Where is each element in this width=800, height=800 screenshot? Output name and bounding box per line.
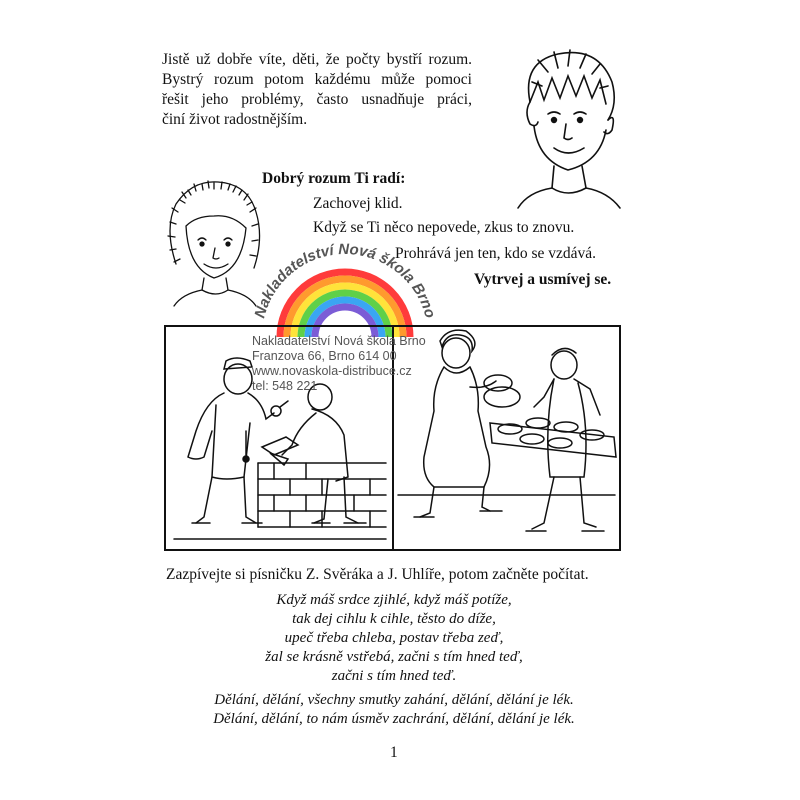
boy-illustration [508, 42, 626, 212]
girl-illustration [162, 178, 264, 308]
publisher-line: Nakladatelství Nová škola Brno [252, 334, 426, 348]
publisher-line: tel: 548 221 [252, 379, 318, 393]
advice-title: Dobrý rozum Ti radí: [262, 170, 406, 187]
song-chorus [164, 691, 624, 729]
intro-line: Bystrý rozum potom každému může pomoci [162, 71, 472, 88]
intro-line: řešit jeho problémy, často usnadňuje práci, [162, 91, 472, 108]
verse-line: žal se krásně vstřebá, začni s tím hned teď, [265, 649, 523, 665]
arc-text: Nakladatelství Nová škola Brno [251, 240, 439, 320]
publisher-line: www.novaskola-distribuce.cz [252, 364, 412, 378]
chorus-line: Dělání, dělání, to nám úsměv zachrání, dělání, dělání je lék. [213, 711, 575, 727]
verse-line: začni s tím hned teď. [331, 668, 457, 684]
page-number: 1 [390, 744, 398, 761]
publisher-watermark [252, 334, 426, 394]
bakers-illustration [394, 327, 619, 549]
verse-line: Když máš srdce zjihlé, když máš potíže, [276, 592, 512, 608]
intro-line: Jistě už dobře víte, děti, že počty bystří rozum. [162, 51, 472, 68]
publisher-line: Franzova 66, Brno 614 00 [252, 349, 397, 363]
chorus-line: Dělání, dělání, všechny smutky zahání, dělání, dělání je lék. [214, 692, 574, 708]
verse-line: upeč třeba chleba, postav třeba zeď, [284, 630, 504, 646]
advice-line: Když se Ti něco nepovede, zkus to znovu. [313, 219, 575, 236]
advice-line: Vytrvej a usmívej se. [474, 271, 612, 288]
advice-line: Zachovej klid. [313, 195, 403, 212]
advice-line: Prohrává jen ten, kdo se vzdává. [395, 245, 597, 262]
intro-line: činí život radostnějším. [162, 111, 308, 128]
verse-line: tak dej cihlu k cihle, těsto do díže, [292, 611, 496, 627]
intro-paragraph [162, 50, 472, 130]
song-verse [164, 591, 624, 686]
song-instruction: Zazpívejte si písničku Z. Svěráka a J. Uhlíře, potom začněte počítat. [166, 566, 589, 583]
